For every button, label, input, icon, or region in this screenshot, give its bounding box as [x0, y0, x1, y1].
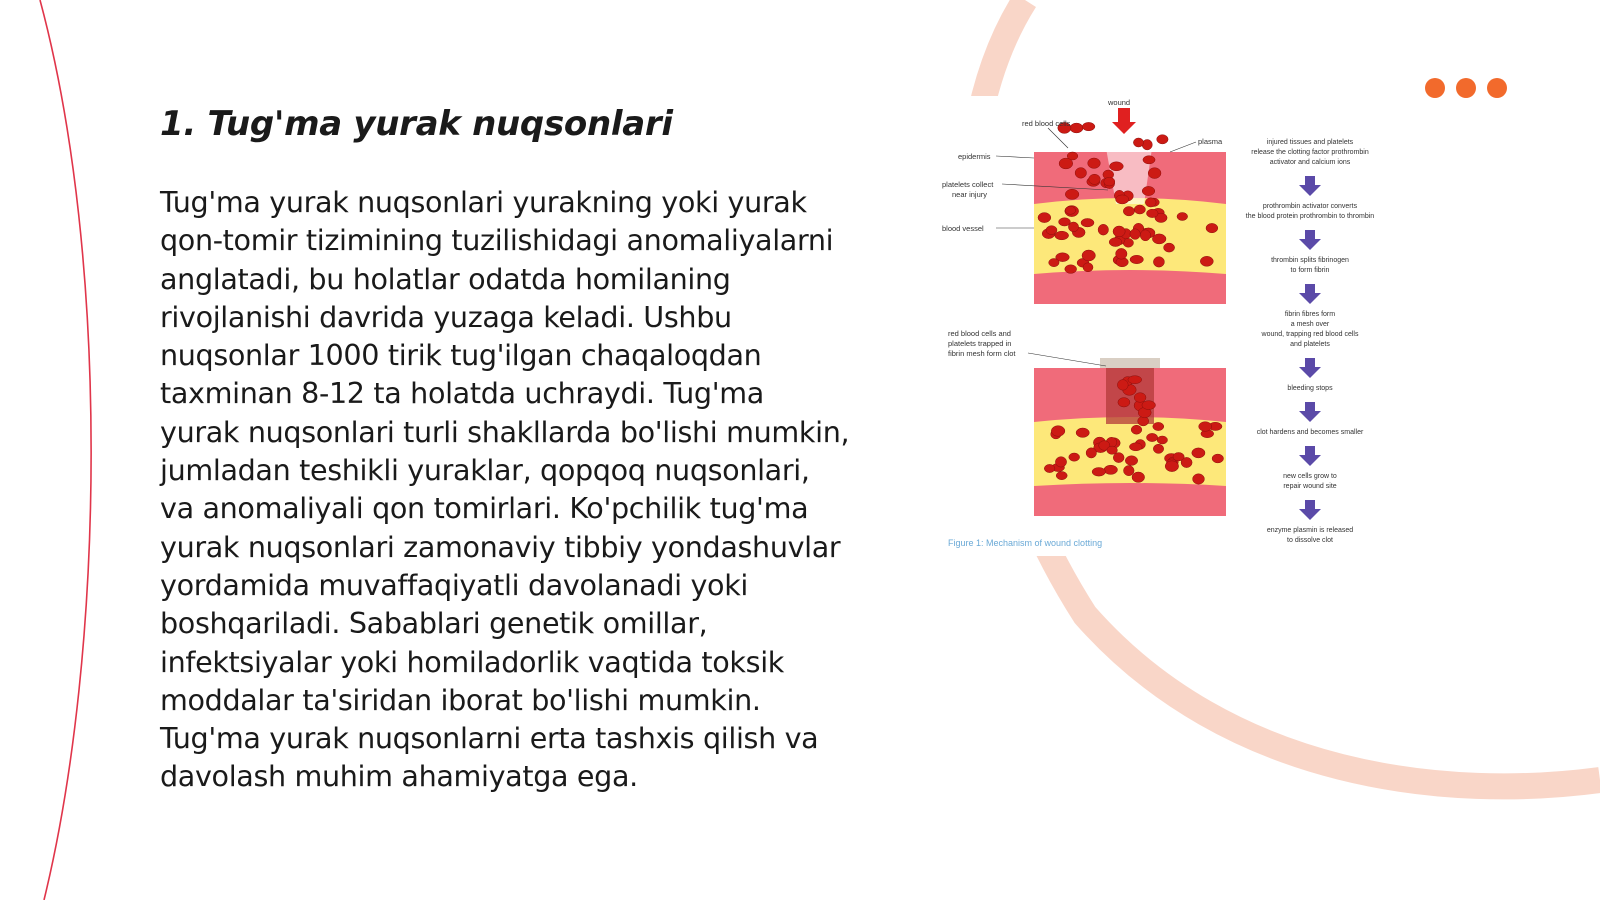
label-wound: wound	[1108, 98, 1131, 107]
red-blood-cell	[1140, 230, 1150, 241]
wound-arrow-icon	[1112, 108, 1136, 134]
red-blood-cell	[1147, 433, 1158, 441]
down-arrow-icon	[1299, 284, 1321, 304]
clotting-step-text: injured tissues and platelets	[1266, 139, 1354, 146]
dot-icon	[1487, 78, 1507, 98]
red-blood-cell	[1113, 453, 1124, 463]
red-blood-cell	[1092, 468, 1105, 477]
red-blood-cell	[1117, 380, 1128, 391]
red-blood-cell	[1076, 428, 1089, 437]
clot-cap	[1100, 358, 1160, 368]
clotting-step-text: new cells grow to	[1283, 473, 1337, 480]
label-blood-vessel: blood vessel	[942, 224, 984, 233]
red-blood-cell	[1059, 158, 1073, 169]
red-blood-cell	[1068, 222, 1078, 232]
clotting-step-text: repair wound site	[1283, 483, 1337, 490]
figure-caption: Figure 1: Mechanism of wound clotting	[948, 538, 1103, 548]
red-blood-cell	[1134, 205, 1145, 214]
left-accent-line	[40, 0, 91, 900]
dot-icon	[1425, 78, 1445, 98]
red-blood-cell	[1086, 448, 1096, 458]
red-blood-cell	[1212, 454, 1223, 463]
red-blood-cell	[1082, 122, 1095, 130]
red-blood-cell	[1116, 248, 1127, 259]
red-blood-cell	[1109, 238, 1122, 247]
red-blood-cell	[1200, 256, 1213, 266]
red-blood-cell	[1193, 474, 1205, 484]
down-arrow-icon	[1299, 176, 1321, 196]
red-blood-cell	[1123, 207, 1134, 216]
red-blood-cell	[1157, 436, 1167, 444]
red-blood-cell	[1081, 219, 1094, 227]
red-blood-cell	[1069, 453, 1080, 461]
clotting-step-text: thrombin splits fibrinogen	[1271, 257, 1349, 264]
down-arrow-icon	[1299, 358, 1321, 378]
red-blood-cell	[1055, 231, 1069, 240]
red-blood-cell	[1147, 209, 1159, 217]
down-arrow-icon	[1299, 500, 1321, 520]
label-trapped-3: fibrin mesh form clot	[948, 349, 1016, 358]
clotting-steps	[1246, 139, 1375, 544]
red-blood-cell	[1153, 444, 1163, 453]
red-blood-cell	[1055, 457, 1066, 467]
red-blood-cell	[1133, 138, 1143, 147]
red-blood-cell	[1110, 162, 1124, 171]
red-blood-cell	[1145, 198, 1156, 207]
red-blood-cell	[1107, 446, 1118, 454]
clotting-step-text: the blood protein prothrombin to thrombin	[1245, 213, 1375, 220]
clotting-step-text: release the clotting factor prothrombin	[1251, 149, 1369, 156]
down-arrow-icon	[1299, 446, 1321, 466]
clotting-step-text: activator and calcium ions	[1269, 159, 1351, 166]
red-blood-cell	[1104, 177, 1115, 186]
red-blood-cell	[1134, 393, 1146, 403]
clotting-step-text: prothrombin activator converts	[1262, 203, 1358, 210]
red-blood-cell	[1177, 213, 1188, 221]
red-blood-cell	[1065, 206, 1075, 214]
red-blood-cell	[1098, 224, 1108, 235]
clotting-step-text: wound, trapping red blood cells	[1261, 331, 1359, 338]
red-blood-cell	[1104, 465, 1118, 474]
red-blood-cell	[1142, 401, 1156, 410]
label-platelets-2: near injury	[952, 190, 988, 199]
red-blood-cell	[1065, 265, 1077, 274]
red-blood-cell	[1132, 472, 1145, 482]
red-blood-cell	[1206, 223, 1218, 232]
red-blood-cell	[1157, 135, 1168, 144]
red-blood-cell	[1142, 186, 1155, 195]
red-blood-cell	[1118, 398, 1130, 407]
red-blood-cell	[1049, 259, 1059, 267]
red-blood-cell	[1153, 422, 1164, 430]
label-plasma: plasma	[1198, 137, 1223, 146]
red-blood-cell	[1116, 195, 1129, 204]
clotting-step-text: enzyme plasmin is released	[1266, 527, 1354, 534]
red-blood-cell	[1088, 158, 1101, 168]
label-trapped-2: platelets trapped in	[948, 339, 1012, 348]
red-blood-cell	[1051, 426, 1065, 437]
clotting-step-text: to dissolve clot	[1287, 537, 1333, 544]
red-blood-cell	[1173, 453, 1184, 461]
red-blood-cell	[1070, 123, 1083, 133]
red-blood-cell	[1082, 250, 1095, 261]
red-blood-cell	[1083, 263, 1093, 272]
red-blood-cell	[1128, 376, 1142, 384]
red-blood-cell	[1125, 456, 1137, 466]
clotting-step-text: bleeding stops	[1287, 385, 1333, 392]
dot-icon	[1456, 78, 1476, 98]
label-epidermis: epidermis	[958, 152, 991, 161]
down-arrow-icon	[1299, 230, 1321, 250]
slide-body-text: Tug'ma yurak nuqsonlari yurakning yoki yurak qon-tomir tizimining tuzilishidagi anomaliyalarni anglatadi, bu holatlar odatda homilaning rivojlanishi davrida yuzaga keladi. Ushbu nuqsonlar 1000 tirik tug'ilgan chaqaloqdan taxminan 8-12 ta holatda uchraydi. Tug'ma yurak nuqsonlari turli shakllarda bo'lishi mumkin, jumladan teshikli yuraklar, qopqoq nuqsonlari, va anomaliyali qon tomirlari. Ko'pchilik tug'ma yurak nuqsonlari zamonaviy tibbiy yondashuvlar yordamida muvaffaqiyatli davolanadi yoki boshqariladi. Sabablari genetik omillar, infektsiyalar yoki homiladorlik vaqtida toksik moddalar ta'siridan iborat bo'lishi mumkin. Tug'ma yurak nuqsonlarni erta tashxis qilish va davolash muhim ahamiyatga ega.	[160, 185, 850, 794]
red-blood-cell	[1199, 422, 1212, 432]
red-blood-cell	[1165, 461, 1178, 472]
red-blood-cell	[1056, 472, 1067, 480]
red-blood-cell	[1153, 257, 1164, 267]
clotting-step-text: to form fibrin	[1290, 267, 1330, 274]
red-blood-cell	[1164, 243, 1175, 252]
red-blood-cell	[1143, 156, 1155, 164]
clotting-diagram-svg	[942, 96, 1408, 556]
clotting-diagram	[942, 96, 1408, 556]
red-blood-cell	[1130, 255, 1143, 263]
red-blood-cell	[1046, 226, 1057, 235]
clotting-step-text: a mesh over	[1290, 321, 1330, 328]
red-blood-cell	[1192, 448, 1205, 458]
red-blood-cell	[1130, 229, 1140, 240]
slide-dots	[1425, 78, 1507, 98]
red-blood-cell	[1142, 140, 1152, 150]
red-blood-cell	[1075, 168, 1086, 179]
clotting-step-text: clot hardens and becomes smaller	[1256, 429, 1364, 436]
red-blood-cell	[1089, 174, 1101, 184]
red-blood-cell	[1065, 189, 1079, 199]
down-arrow-icon	[1299, 402, 1321, 422]
red-blood-cell	[1148, 168, 1161, 179]
red-blood-cell	[1124, 466, 1135, 476]
red-blood-cell	[1044, 464, 1055, 472]
clotting-step-text: fibrin fibres form	[1284, 311, 1336, 318]
label-platelets: platelets collect	[942, 180, 994, 189]
red-blood-cell	[1131, 425, 1142, 434]
red-blood-cell	[1129, 443, 1142, 451]
clotting-step-text: and platelets	[1290, 341, 1330, 348]
slide-title: 1. Tug'ma yurak nuqsonlari	[160, 104, 673, 144]
label-trapped-1: red blood cells and	[948, 329, 1011, 338]
label-red-blood-cells: red blood cells	[1022, 119, 1071, 128]
red-blood-cell	[1113, 226, 1125, 237]
red-blood-cell	[1038, 213, 1051, 223]
red-blood-cell	[1152, 234, 1166, 244]
